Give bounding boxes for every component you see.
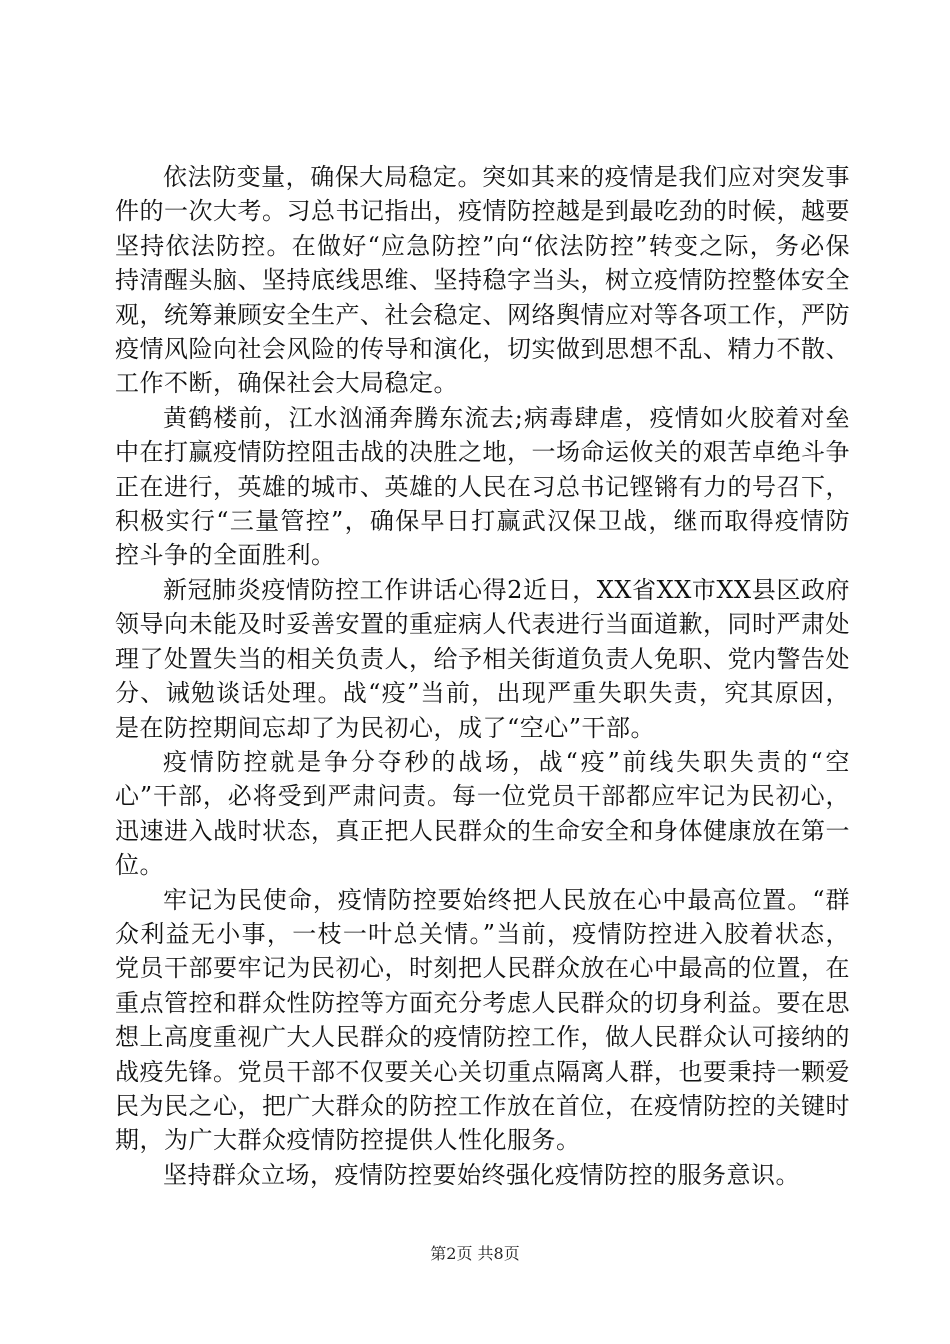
paragraph-2: 黄鹤楼前，江水汹涌奔腾东流去;病毒肆虐，疫情如火胶着对垒中在打赢疫情防控阻击战的决胜之地，一场命运攸关的艰苦卓绝斗争正在进行，英雄的城市、英雄的人民在习总书记铿锵有力的号召下，积极实行“三量管控”，确保早日打赢武汉保卫战，继而取得疫情防控斗争的全面胜利。 (115, 403, 850, 570)
document-body (115, 160, 850, 1192)
paragraph-4: 疫情防控就是争分夺秒的战场，战“疫”前线失职失责的“空心”干部，必将受到严肃问责。每一位党员干部都应牢记为民初心，迅速进入战时状态，真正把人民群众的生命安全和身体健康放在第一位。 (115, 747, 850, 880)
paragraph-6: 坚持群众立场，疫情防控要始终强化疫情防控的服务意识。 (163, 1160, 800, 1189)
page-number-footer: 第2页 共8页 (430, 1244, 520, 1263)
paragraph-3: 新冠肺炎疫情防控工作讲话心得2近日，XX省XX市XX县区政府领导向未能及时妥善安置的重症病人代表进行当面道歉，同时严肃处理了处置失当的相关负责人，给予相关街道负责人免职、党内警告处分、诫勉谈话处理。战“疫”当前，出现严重失职失责，究其原因，是在防控期间忘却了为民初心，成了“空心”干部。 (115, 575, 850, 742)
paragraph-1: 依法防变量，确保大局稳定。突如其来的疫情是我们应对突发事件的一次大考。习总书记指出，疫情防控越是到最吃劲的时候，越要坚持依法防控。在做好“应急防控”向“依法防控”转变之际，务必保持清醒头脑、坚持底线思维、坚持稳字当头，树立疫情防控整体安全观，统筹兼顾安全生产、社会稳定、网络舆情应对等各项工作，严防疫情风险向社会风险的传导和演化，切实做到思想不乱、精力不散、工作不断，确保社会大局稳定。 (115, 163, 850, 398)
paragraph-5: 牢记为民使命，疫情防控要始终把人民放在心中最高位置。“群众利益无小事，一枝一叶总关情。”当前，疫情防控进入胶着状态，党员干部要牢记为民初心，时刻把人民群众放在心中最高的位置，在重点管控和群众性防控等方面充分考虑人民群众的切身利益。要在思想上高度重视广大人民群众的疫情防控工作，做人民群众认可接纳的战疫先锋。党员干部不仅要关心关切重点隔离人群，也要秉持一颗爱民为民之心，把广大群众的防控工作放在首位，在疫情防控的关键时期，为广大群众疫情防控提供人性化服务。 (115, 885, 850, 1155)
